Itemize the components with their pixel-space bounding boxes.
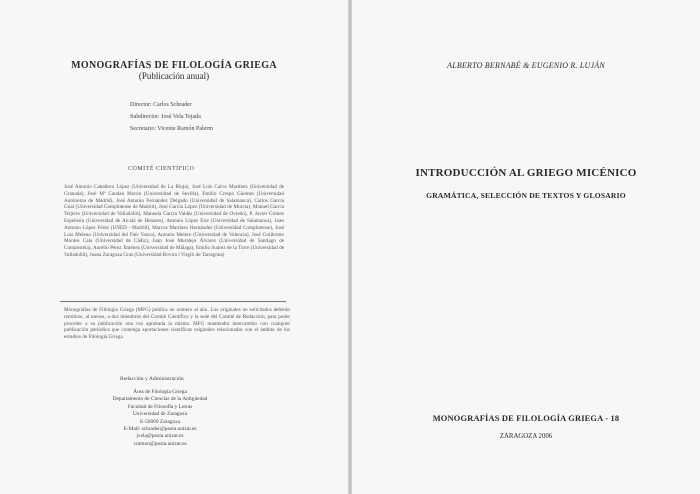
notice-text: Monografías de Filología Griega (MFG) publica un número al año. Los originales no solicitados deberán remitirse, al menos, a dos miembros del Comité Científico y la sede del Comité de Redacción, para poder proceder a su publicación una vez aprobada la misma. MFG mantendrá intercambio con cualquier publicación periódica que contenga aportaciones científicas originales relacionadas con el ámbito de los estudios de Filología Griega. [64,307,290,341]
series-title: MONOGRAFÍAS DE FILOLOGÍA GRIEGA [71,60,277,71]
address-line: E-Mail: schrader@posta.unizar.es [123,426,197,433]
address-line: vramon@posta.unizar.es [133,440,187,447]
publication-note: (Publicación anual) [138,71,210,81]
series-number: MONOGRAFÍAS DE FILOLOGÍA GRIEGA - 18 [432,414,620,423]
admin-title: Redacción y Administración [120,376,184,382]
address-line: Departamento de Ciencias de la Antigüedad [112,396,208,403]
committee-title: COMITÉ CIENTÍFICO [128,166,195,172]
address-line: Universidad de Zaragoza [132,411,188,418]
committee-text: José Antonio Caballero López (Universidad de La Rioja), José Luis Calvo Martínez (Universidad de Granada), José Mª Candau Morón (Universidad de Sevilla), Emilio Crespo Güemes (Universidad Autónoma de Madrid), José Antonio Fernández Delgado (Universidad de Salamanca), Carlos García Gual (Universidad Complutense de Madrid), José García López (Universidad de Murcia), Manuel García Teijeiro (Universidad de Valladolid), Manuela García Valdés (Universidad de Oviedo), P. Javier Gómez Espelosín (Universidad de Alcalá de Henares), Antonio López Eire (Universidad de Salamanca), Juan Antonio López Férez (UNED - Madrid), Marcos Martínez Hernández (Universidad Complutense), José Luis Melena (Universidad del País Vasco), Antonio Melero (Universidad de Valencia), José Guillermo Montes Cala (Universidad de Cádiz), Juan José Moralejo Álvarez (Universidad de Santiago de Compostela), Aurelio Pérez Jiménez (Universidad de Málaga), Emilio Suárez de la Torre (Universidad de Valladolid), Juana Zaragoza Gras (Universidad Rovira i Virgili de Tarragona) [64,184,284,258]
address-line: jvela@posta.unizar.es [136,433,184,440]
authors: ALBERTO BERNABÉ & EUGENIO R. LUJÁN [447,61,605,70]
address-line: Facultad de Filosofía y Letras [127,403,193,410]
staff-secretary: Secretario: Vicente Ramón Palerm [130,126,214,132]
address-block [80,389,240,448]
book-subtitle: GRAMÁTICA, SELECCIÓN DE TEXTOS Y GLOSARIO [426,191,626,200]
divider [60,301,286,302]
address-line: E-50009 Zaragoza [140,418,180,425]
right-page [352,0,700,494]
staff-subdirector: Subdirector: José Vela Tejada [130,114,201,120]
staff-director: Director: Carlos Schrader [130,102,192,108]
address-line: Área de Filología Griega [133,389,187,395]
left-page [0,0,348,494]
place-year: ZARAGOZA 2006 [499,433,553,440]
book-title: INTRODUCCIÓN AL GRIEGO MICÉNICO [415,167,637,179]
